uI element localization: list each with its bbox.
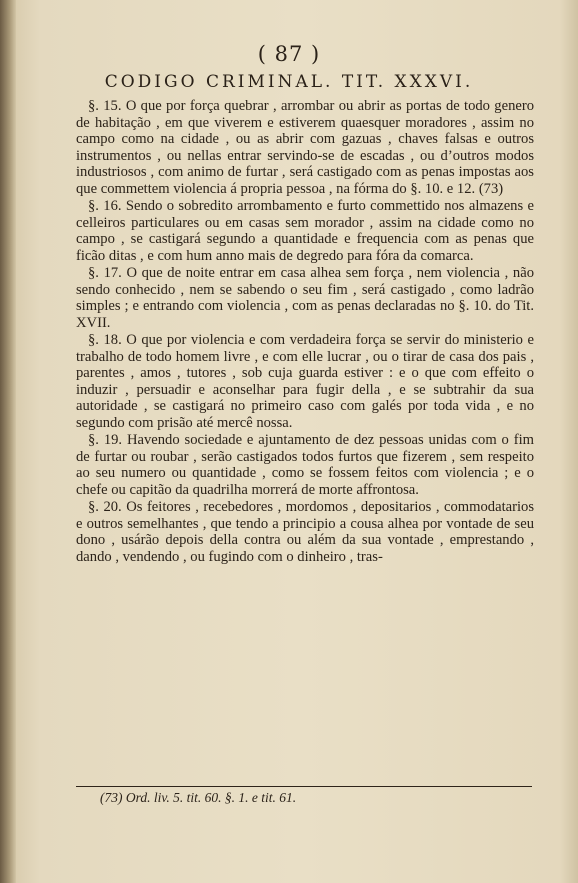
- paragraph-16: §. 16. Sendo o sobredito arrombamento e furto commettido nos almazens e celleiros particulares ou em casas sem morador , assim na cidade como no campo , se castigará segundo a quantidade e frequencia com as penas que ficão ditas , e com hum anno mais de degredo para fóra da comarca.: [76, 198, 534, 264]
- footnote: (73) Ord. liv. 5. tit. 60. §. 1. e tit. 61.: [100, 790, 297, 805]
- page-number: ( 87 ): [257, 42, 321, 66]
- paragraph-18: §. 18. O que por violencia e com verdadeira força se servir do ministerio e trabalho de todo homem livre , e com elle lucrar , ou o tirar de casa dos pais , parentes , amos , tutores , sob cuja guarda estiver : e o que com effeito o induzir , persuadir e aconselhar para fugir della , e se subtrahir da sua autoridade , se castigará no primeiro caso com galés por toda vida , e no segundo com prisão até mercê nossa.: [76, 332, 534, 431]
- paragraph-17: §. 17. O que de noite entrar em casa alhea sem força , nem violencia , não sendo conhecido , nem se sabendo o seu fim , será castigado , como ladrão simples ; e entrando com violencia , com as penas declaradas no §. 10. do Tit. XVII.: [76, 265, 534, 331]
- running-title: CODIGO CRIMINAL. TIT. XXXVI.: [104, 72, 474, 92]
- footnote-rule: [76, 786, 532, 787]
- paragraph-20: §. 20. Os feitores , recebedores , mordomos , depositarios , commodatarios e outros semelhantes , que tendo a principio a cousa alhea por vontade de seu dono , usárão depois della contra ou além da sua vontade , emprestando , dando , vendendo , ou fugindo com o dinheiro , tras-: [76, 499, 534, 565]
- paragraph-15: §. 15. O que por força quebrar , arrombar ou abrir as portas de todo genero de habitação , em que viverem e estiverem quaesquer moradores , assim no campo como na cidade , ou as abrir com gazuas , chaves falsas e outros instrumentos , ou nellas entrar servindo-se de escadas , ou d’outros modos industriosos , com animo de furtar , será castigado com as penas impostas aos que commettem violencia á propria pessoa , na fórma do §. 10. e 12. (73): [76, 98, 534, 197]
- page-gutter: [0, 0, 16, 883]
- main-text: [76, 98, 534, 566]
- paragraph-19: §. 19. Havendo sociedade e ajuntamento de dez pessoas unidas com o fim de furtar ou roubar , serão castigados todos furtos que fizerem , sem respeito ao seu numero ou quantidade , como se fossem feitos com violencia ; e o chefe ou capitão da quadrilha morrerá de morte affrontosa.: [76, 432, 534, 498]
